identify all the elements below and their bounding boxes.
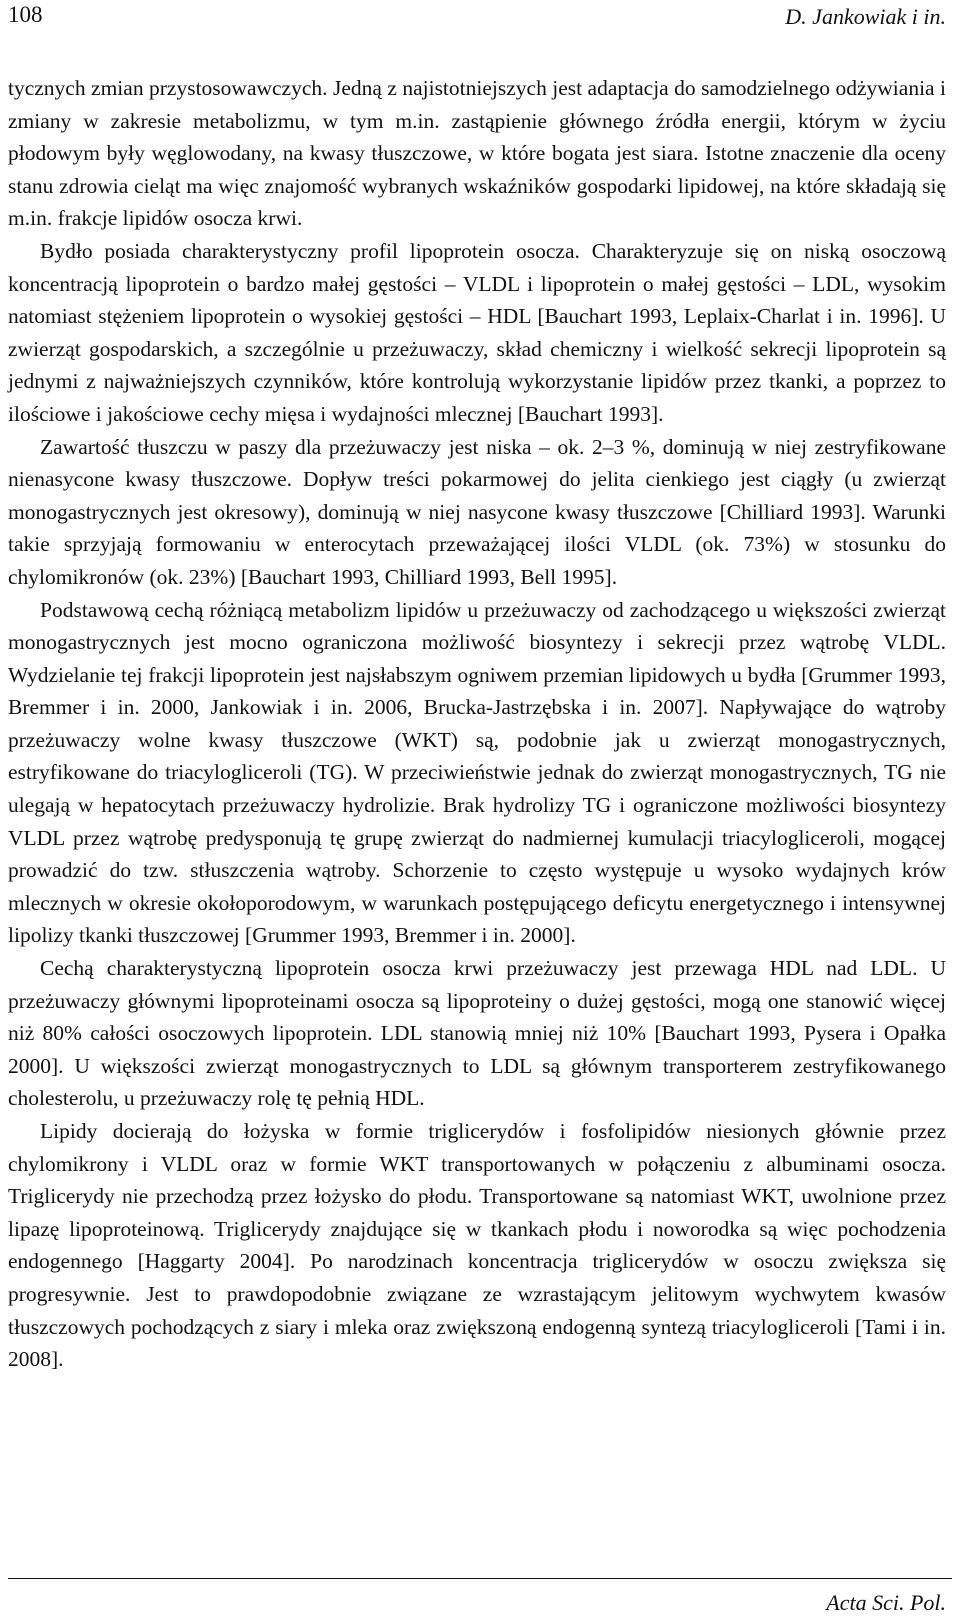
page-header [8,2,946,38]
paragraph-placenta-lipids: Lipidy docierają do łożyska w formie triglicerydów i fosfolipidów niesionych głównie przez chylomikrony i VLDL oraz w formie WKT transportowanych w połączeniu z albuminami osocza. Triglicerydy nie przechodzą przez łożysko do płodu. Transportowane są natomiast WKT, uwolnione przez lipazę lipoproteinową. Triglicerydy znajdujące się w tkankach płodu i noworodka są więc pochodzenia endogennego [Haggarty 2004]. Po narodzinach koncentracja triglicerydów w osoczu zwiększa się progresywnie. Jest to prawdopodobnie związane ze wzrastającym jelitowym wychwytem kwasów tłuszczowych pochodzących z siary i mleka oraz zwiększoną endogenną syntezą triacylogliceroli [Tami i in. 2008]. [8,1119,946,1372]
journal-name: Acta Sci. Pol. [826,1590,946,1615]
article-body [8,72,946,1376]
paragraph-dietary-fat: Zawartość tłuszczu w paszy dla przeżuwaczy jest niska – ok. 2–3 %, dominują w niej zestryfikowane nienasycone kwasy tłuszczowe. Dopływ treści pokarmowej do jelita cienkiego jest ciągły (u zwierząt monogastrycznych jest okresowy), dominują w niej nasycone kwasy tłuszczowe [Chilliard 1993]. Warunki takie sprzyjają formowaniu w enterocytach przeważającej ilości VLDL (ok. 73%) w stosunku do chylomikronów (ok. 23%) [Bauchart 1993, Chilliard 1993, Bell 1995]. [8,434,946,589]
paragraph-continuation: tycznych zmian przystosowawczych. Jedną z najistotniejszych jest adaptacja do samodzielnego odżywiania i zmiany w zakresie metabolizmu, w tym m.in. zastąpienie głównego źródła energii, którym w życiu płodowym były węglowodany, na kwasy tłuszczowe, w które bogata jest siara. Istotne znaczenie dla oceny stanu zdrowia cieląt ma więc znajomość wybranych wskaźników gospodarki lipidowej, na które składają się m.in. frakcje lipidów osocza krwi. [8,76,946,231]
paragraph-lipoprotein-profile: Bydło posiada charakterystyczny profil lipoprotein osocza. Charakteryzuje się on niską osoczową koncentracją lipoprotein o bardzo małej gęstości – VLDL i lipoprotein o małej gęstości – LDL, wysokim natomiast stężeniem lipoprotein o wysokiej gęstości – HDL [Bauchart 1993, Leplaix-Charlat i in. 1996]. U zwierząt gospodarskich, a szczególnie u przeżuwaczy, skład chemiczny i wielkość sekrecji lipoprotein są jednymi z najważniejszych czynników, które kontrolują wykorzystanie lipidów przez tkanki, a poprzez to ilościowe i jakościowe cechy mięsa i wydajności mlecznej [Bauchart 1993]. [8,238,946,426]
page-number: 108 [8,2,43,27]
footer-divider [8,1578,952,1579]
running-head-authors: D. Jankowiak i in. [785,4,946,29]
paragraph-hdl-ldl: Cechą charakterystyczną lipoprotein osocza krwi przeżuwaczy jest przewaga HDL nad LDL. U przeżuwaczy głównymi lipoproteinami osocza są lipoproteiny o dużej gęstości, mogą one stanowić więcej niż 80% całości osoczowych lipoprotein. LDL stanowią mniej niż 10% [Bauchart 1993, Pysera i Opałka 2000]. U większości zwierząt monogastrycznych to LDL są głównym transporterem zestryfikowanego cholesterolu, u przeżuwaczy rolę tę pełnią HDL. [8,956,946,1111]
paragraph-liver-metabolism: Podstawową cechą różniącą metabolizm lipidów u przeżuwaczy od zachodzącego u większości zwierząt monogastrycznych jest mocno ograniczona możliwość biosyntezy i sekrecji przez wątrobę VLDL. Wydzielanie tej frakcji lipoprotein jest najsłabszym ogniwem przemian lipidowych u bydła [Grummer 1993, Bremmer i in. 2000, Jankowiak i in. 2006, Brucka-Jastrzębska i in. 2007]. Napływające do wątroby przeżuwaczy wolne kwasy tłuszczowe (WKT) są, podobnie jak u zwierząt monogastrycznych, estryfikowane do triacylogliceroli (TG). W przeciwieństwie jednak do zwierząt monogastrycznych, TG nie ulegają w hepatocytach przeżuwaczy hydrolizie. Brak hydrolizy TG i ograniczone możliwości biosyntezy VLDL przez wątrobę predysponują tę grupę zwierząt do nadmiernej kumulacji triacylogliceroli, mogącej prowadzić do tzw. stłuszczenia wątroby. Schorzenie to często występuje u wysoko wydajnych krów mlecznych w okresie okołoporodowym, w warunkach postępującego deficytu energetycznego i intensywnej lipolizy tkanki tłuszczowej [Grummer 1993, Bremmer i in. 2000]. [8,597,946,948]
